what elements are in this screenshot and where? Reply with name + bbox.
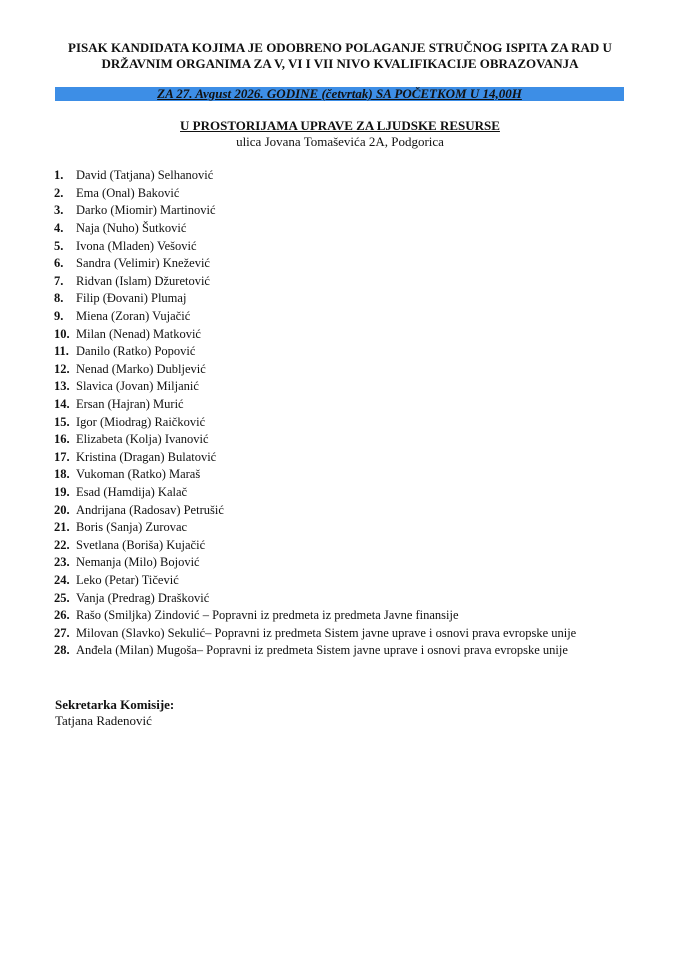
candidate-row xyxy=(54,361,576,379)
candidate-name: Rašo (Smiljka) Zindović – Popravni iz predmeta iz predmeta Javne finansije xyxy=(76,608,459,623)
candidate-number: 16. xyxy=(54,432,70,447)
candidate-name: Igor (Miodrag) Raičković xyxy=(76,414,206,429)
candidate-row xyxy=(54,255,576,273)
candidate-row xyxy=(54,325,576,343)
candidate-name: Anđela (Milan) Mugoša– Popravni iz predmeta Sistem javne uprave i osnovi prava evropske unije xyxy=(76,643,568,658)
candidate-number: 14. xyxy=(54,397,70,412)
candidate-name: Svetlana (Boriša) Kujačić xyxy=(76,537,206,552)
candidate-number: 9. xyxy=(54,309,64,324)
candidate-name: Nenad (Marko) Dubljević xyxy=(76,361,206,376)
candidate-number: 13. xyxy=(54,379,70,394)
candidate-name: Kristina (Dragan) Bulatović xyxy=(76,449,217,464)
candidate-row xyxy=(54,466,576,484)
candidate-number: 23. xyxy=(54,555,70,570)
candidate-number: 26. xyxy=(54,608,70,623)
candidate-number: 3. xyxy=(54,203,64,218)
candidate-row xyxy=(54,554,576,572)
candidate-row xyxy=(54,413,576,431)
candidate-number: 19. xyxy=(54,484,70,499)
candidate-name: David (Tatjana) Selhanović xyxy=(76,168,214,183)
candidate-number: 27. xyxy=(54,625,70,640)
candidate-row xyxy=(54,431,576,449)
exam-location: U PROSTORIJAMA UPRAVE ZA LJUDSKE RESURSE xyxy=(180,118,500,133)
candidate-number: 1. xyxy=(54,168,64,183)
candidate-row xyxy=(54,519,576,537)
candidate-number: 12. xyxy=(54,361,70,376)
candidate-number: 21. xyxy=(54,520,70,535)
candidate-row xyxy=(54,624,576,642)
title-line-1: PISAK KANDIDATA KOJIMA JE ODOBRENO POLAGANJE STRUČNOG ISPITA ZA RAD U xyxy=(68,40,612,55)
candidate-number: 25. xyxy=(54,590,70,605)
candidate-name: Ema (Onal) Baković xyxy=(76,185,180,200)
title-line-2: DRŽAVNIM ORGANIMA ZA V, VI I VII NIVO KVALIFIKACIJE OBRAZOVANJA xyxy=(101,56,579,71)
candidate-row xyxy=(54,237,576,255)
candidate-row xyxy=(54,343,576,361)
candidate-row xyxy=(54,589,576,607)
candidate-row xyxy=(54,220,576,238)
exam-date: ZA 27. Avgust 2026. GODINE (četvrtak) SA POČETKOM U 14,00H xyxy=(157,86,522,101)
candidate-row xyxy=(54,273,576,291)
candidate-number: 20. xyxy=(54,502,70,517)
candidate-row xyxy=(54,378,576,396)
candidate-name: Vanja (Predrag) Drašković xyxy=(76,590,210,605)
candidate-name: Boris (Sanja) Zurovac xyxy=(76,520,188,535)
candidate-name: Naja (Nuho) Šutković xyxy=(76,221,187,236)
candidate-row xyxy=(54,308,576,326)
candidate-name: Leko (Petar) Tičević xyxy=(76,572,179,587)
candidate-number: 6. xyxy=(54,256,64,271)
candidate-row xyxy=(54,501,576,519)
candidate-name: Filip (Đovani) Plumaj xyxy=(76,291,187,306)
candidate-number: 10. xyxy=(54,326,70,341)
exam-address: ulica Jovana Tomaševića 2A, Podgorica xyxy=(236,134,444,149)
candidate-name: Milovan (Slavko) Sekulić– Popravni iz predmeta Sistem javne uprave i osnovi prava evropske unije xyxy=(76,625,577,640)
candidate-name: Sandra (Velimir) Knežević xyxy=(76,256,210,271)
candidate-name: Ersan (Hajran) Murić xyxy=(76,397,184,412)
candidate-number: 28. xyxy=(54,643,70,658)
candidate-name: Esad (Hamdija) Kalač xyxy=(76,484,188,499)
candidate-name: Miena (Zoran) Vujačić xyxy=(76,309,191,324)
candidate-row xyxy=(54,167,576,185)
candidate-name: Andrijana (Radosav) Petrušić xyxy=(76,502,224,517)
candidate-number: 18. xyxy=(54,467,70,482)
candidate-row xyxy=(54,642,576,660)
candidate-row xyxy=(54,572,576,590)
candidate-number: 22. xyxy=(54,537,70,552)
candidate-number: 17. xyxy=(54,449,70,464)
candidate-name: Ridvan (Islam) Džuretović xyxy=(76,273,210,288)
candidate-row xyxy=(54,396,576,414)
candidate-number: 11. xyxy=(54,344,69,359)
candidate-name: Milan (Nenad) Matković xyxy=(76,326,201,341)
candidate-name: Nemanja (Milo) Bojović xyxy=(76,555,200,570)
candidate-row xyxy=(54,449,576,467)
candidate-name: Vukoman (Ratko) Maraš xyxy=(76,467,201,482)
candidate-row xyxy=(54,484,576,502)
candidate-number: 4. xyxy=(54,221,64,236)
candidate-number: 24. xyxy=(54,572,70,587)
candidate-row xyxy=(54,607,576,625)
candidate-name: Danilo (Ratko) Popović xyxy=(76,344,196,359)
candidate-list xyxy=(54,167,576,660)
candidate-number: 15. xyxy=(54,414,70,429)
document-title xyxy=(40,40,640,72)
candidate-row xyxy=(54,185,576,203)
candidate-name: Darko (Miomir) Martinović xyxy=(76,203,216,218)
candidate-number: 5. xyxy=(54,238,64,253)
secretary-name: Tatjana Radenović xyxy=(55,713,152,728)
candidate-row xyxy=(54,290,576,308)
candidate-name: Ivona (Mladen) Vešović xyxy=(76,238,197,253)
candidate-number: 7. xyxy=(54,273,64,288)
secretary-label: Sekretarka Komisije: xyxy=(55,697,175,712)
candidate-number: 2. xyxy=(54,185,64,200)
candidate-row xyxy=(54,536,576,554)
candidate-name: Elizabeta (Kolja) Ivanović xyxy=(76,432,209,447)
candidate-number: 8. xyxy=(54,291,64,306)
candidate-row xyxy=(54,202,576,220)
candidate-name: Slavica (Jovan) Miljanić xyxy=(76,379,199,394)
